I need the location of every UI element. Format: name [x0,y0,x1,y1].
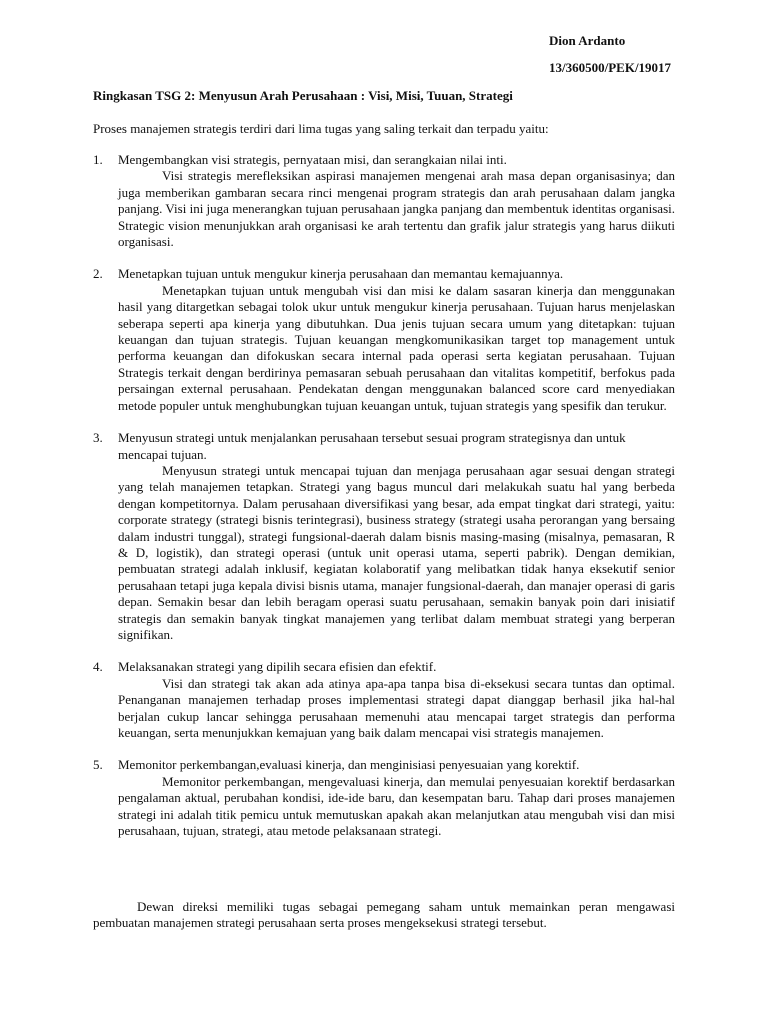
closing-paragraph: Dewan direksi memiliki tugas sebagai pemegang saham untuk memainkan peran mengawasi pembuatan manajemen strategi perusahaan serta proses mengeksekusi strategi tersebut. [93,899,675,931]
item-title: Menetapkan tujuan untuk mengukur kinerja perusahaan dan memantau kemajuannya. [118,266,564,282]
list-item-3 [93,430,675,643]
item-title: Memonitor perkembangan,evaluasi kinerja, dan menginisiasi penyesuaian yang korektif. [118,757,580,773]
item-body: Visi strategis merefleksikan aspirasi manajemen mengenai arah masa depan organisasinya; dan juga memberikan gambaran secara rinci mengenai program strategis dan arah perusahaan dalam jangka panjang. Visi ini juga menerangkan tujuan perusahaan jangka panjang dan membentuk identitas organisasi. Strategic vision menunjukkan arah organisasi ke arah tertentu dan grafik jalur strategis yang harus diikuti organisasi. [118,168,675,250]
item-body: Menetapkan tujuan untuk mengubah visi dan misi ke dalam sasaran kinerja dan menggunakan hasil yang ditargetkan sebagai tolok ukur untuk mengukur kinerja perusahaan. Tujuan harus menjelaskan seberapa seperti apa kinerja yang dibutuhkan. Dua jenis tujuan secara umum yang ditetapkan: tujuan keuangan dan tujuan strategis. Tujuan keuangan mengkomunikasikan target top management untuk performa keuangan dan difokuskan secara internal pada operasi serta kegiatan perusahaan. Tujuan Strategis terkait dengan berdirinya pemasaran sebuah perusahaan dan vitalitas kompetitif, berfokus pada persaingan external perusahaan. Pendekatan dengan menggunakan balanced score card menyediakan metode populer untuk menghubungkan tujuan keuangan untuk, tujuan strategis yang spesifik dan terukur. [118,282,675,413]
author-name: Dion Ardanto [549,33,626,48]
item-body: Menyusun strategi untuk mencapai tujuan dan menjaga perusahaan agar sesuai dengan strategi yang telah manajemen tetapkan. Strategi yang bagus muncul dari melakukah suatu hal yang berbeda dengan kompetitornya. Dalam perusahaan diversifikasi yang besar, ada empat tingkat dari strategi, yaitu: corporate strategy (strategi bisnis terintegrasi), business strategy (strategi usaha perorangan yang bersaing dalam industri tunggal), strategi fungsional-daerah dalam bisnis masing-masing (misalnya, pemasaran, R & D, logistik), dan strategi operasi (untuk unit operasi utama, seperti pabrik). Dengan demikian, pembuatan strategi adalah inklusif, kegiatan kolaboratif yang melibatkan tidak hanya eksekutif senior perusahaan tetapi juga kepala divisi bisnis utama, manajer fungsional-daerah, dan manajer operasi di garis depan. Semakin besar dan lebih beragam operasi suatu perusahaan, semakin banyak poin dari inisiatif strategis dan semakin banyak tingkat manajemen yang terlibat dalam membuat strategi yang berperan signifikan. [118,462,675,642]
item-number: 2. [93,266,103,282]
document-title: Ringkasan TSG 2: Menyusun Arah Perusahaan : Visi, Misi, Tuuan, Strategi [93,88,513,103]
list-item-2 [93,266,675,414]
task-list [93,152,675,855]
item-number: 5. [93,757,103,773]
item-title: Melaksanakan strategi yang dipilih secara efisien dan efektif. [118,659,437,675]
item-body: Memonitor perkembangan, mengevaluasi kinerja, dan memulai penyesuaian korektif berdasarkan pengalaman aktual, perubahan kondisi, ide-ide baru, dan kesempatan baru. Tahap dari proses manajemen strategi ini adalah titik pemicu untuk memutuskan apakah akan melanjutkan atau mengubah visi dan misi perusahaan, tujuan, strategi, atau metode pelaksanaan strategi. [118,773,675,839]
item-title: Menyusun strategi untuk menjalankan perusahaan tersebut sesuai program strategisnya dan untuk mencapai tujuan. [118,430,626,462]
student-id: 13/360500/PEK/19017 [549,60,672,75]
item-number: 3. [93,430,103,446]
list-item-5 [93,757,675,839]
author-block [549,27,671,81]
item-body: Visi dan strategi tak akan ada atinya apa-apa tanpa bisa di-eksekusi secara tuntas dan optimal. Penanganan manajemen terhadap proses implementasi strategi dapat dianggap berhasil jika hal-hal berjalan cukup lancar sehingga perusahaan memenuhi atau mencapai target strategis dan performa keuangan, serta menunjukkan kemajuan yang baik dalam mencapai visi strategis manajemen. [118,675,675,740]
item-number: 1. [93,152,103,167]
list-item-4 [93,659,675,741]
list-item-1 [93,152,675,250]
intro-paragraph: Proses manajemen strategis terdiri dari lima tugas yang saling terkait dan terpadu yaitu: [93,121,549,136]
item-number: 4. [93,659,103,675]
item-title: Mengembangkan visi strategis, pernyataan misi, dan serangkaian nilai inti. [118,152,507,167]
